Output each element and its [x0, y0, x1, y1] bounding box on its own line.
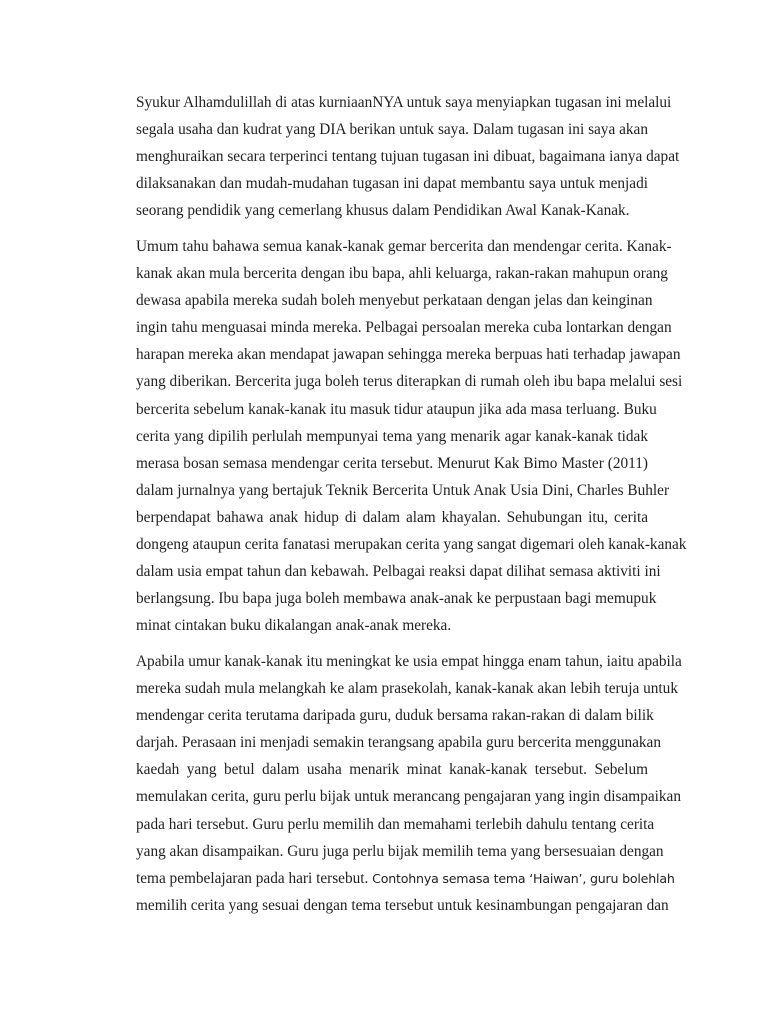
text-line: yang diberikan. Bercerita juga boleh terus diterapkan di rumah oleh ibu bapa melalui sesi: [136, 373, 683, 391]
text-line: berpendapat bahawa anak hidup di dalam alam khayalan. Sehubungan itu, cerita: [136, 508, 648, 526]
text-line: berlangsung. Ibu bapa juga boleh membawa anak-anak ke perpustaan bagi memupuk: [136, 590, 657, 608]
text-line: menghuraikan secara terperinci tentang tujuan tugasan ini dibuat, bagaimana ianya dapat: [136, 148, 680, 166]
text-segment-alt-font: Contohnya semasa tema ‘Haiwan’, guru bolehlah: [372, 870, 675, 886]
text-line: yang akan disampaikan. Guru juga perlu bijak memilih tema yang bersesuaian dengan: [136, 842, 664, 860]
text-line-mixed-font: [136, 865, 675, 892]
text-line: dongeng ataupun cerita fanatasi merupakan cerita yang sangat digemari oleh kanak-kanak: [136, 536, 687, 554]
text-line: pada hari tersebut. Guru perlu memilih dan memahami terlebih dahulu tentang cerita: [136, 815, 655, 833]
text-line: dilaksanakan dan mudah-mudahan tugasan ini dapat membantu saya untuk menjadi: [136, 175, 648, 193]
text-line: mereka sudah mula melangkah ke alam prasekolah, kanak-kanak akan lebih teruja untuk: [136, 680, 678, 698]
text-line: bercerita sebelum kanak-kanak itu masuk tidur ataupun jika ada masa terluang. Buku: [136, 400, 657, 418]
text-line: Syukur Alhamdulillah di atas kurniaanNYA untuk saya menyiapkan tugasan ini melalui: [136, 94, 672, 111]
text-line: mendengar cerita terutama daripada guru, duduk bersama rakan-rakan di dalam bilik: [136, 707, 654, 725]
text-line: harapan mereka akan mendapat jawapan sehingga mereka berpuas hati terhadap jawapan: [136, 346, 681, 364]
text-line: seorang pendidik yang cemerlang khusus dalam Pendidikan Awal Kanak-Kanak.: [136, 202, 630, 220]
text-line: kaedah yang betul dalam usaha menarik minat kanak-kanak tersebut. Sebelum: [136, 761, 648, 779]
text-line: merasa bosan semasa mendengar cerita tersebut. Menurut Kak Bimo Master (2011): [136, 454, 648, 472]
text-line: cerita yang dipilih perlulah mempunyai tema yang menarik agar kanak-kanak tidak: [136, 427, 648, 445]
text-line: ingin tahu menguasai minda mereka. Pelbagai persoalan mereka cuba lontarkan dengan: [136, 319, 672, 337]
text-line: segala usaha dan kudrat yang DIA berikan untuk saya. Dalam tugasan ini saya akan: [136, 121, 648, 139]
text-line: kanak akan mula bercerita dengan ibu bapa, ahli keluarga, rakan-rakan mahupun orang: [136, 265, 668, 283]
text-segment: tema pembelajaran pada hari tersebut.: [136, 869, 373, 887]
text-line: memulakan cerita, guru perlu bijak untuk merancang pengajaran yang ingin disampaikan: [136, 788, 681, 806]
text-line: dewasa apabila mereka sudah boleh menyebut perkataan dengan jelas dan keinginan: [136, 292, 653, 310]
paragraph-acknowledgement: [136, 89, 680, 224]
text-line: dalam usia empat tahun dan kebawah. Pelbagai reaksi dapat dilihat semasa aktiviti ini: [136, 563, 661, 581]
text-line: memilih cerita yang sesuai dengan tema tersebut untuk kesinambungan pengajaran dan: [136, 896, 669, 914]
text-line: Apabila umur kanak-kanak itu meningkat ke usia empat hingga enam tahun, iaitu apabila: [136, 653, 682, 670]
paragraph-storytelling-at-home: [136, 233, 687, 639]
text-line: minat cintakan buku dikalangan anak-anak mereka.: [136, 617, 452, 635]
text-line: dalam jurnalnya yang bertajuk Teknik Bercerita Untuk Anak Usia Dini, Charles Buhler: [136, 481, 670, 499]
paragraph-storytelling-at-preschool: [136, 648, 682, 919]
text-line: darjah. Perasaan ini menjadi semakin terangsang apabila guru bercerita menggunakan: [136, 734, 661, 752]
text-line: Umum tahu bahawa semua kanak-kanak gemar bercerita dan mendengar cerita. Kanak-: [136, 238, 672, 255]
